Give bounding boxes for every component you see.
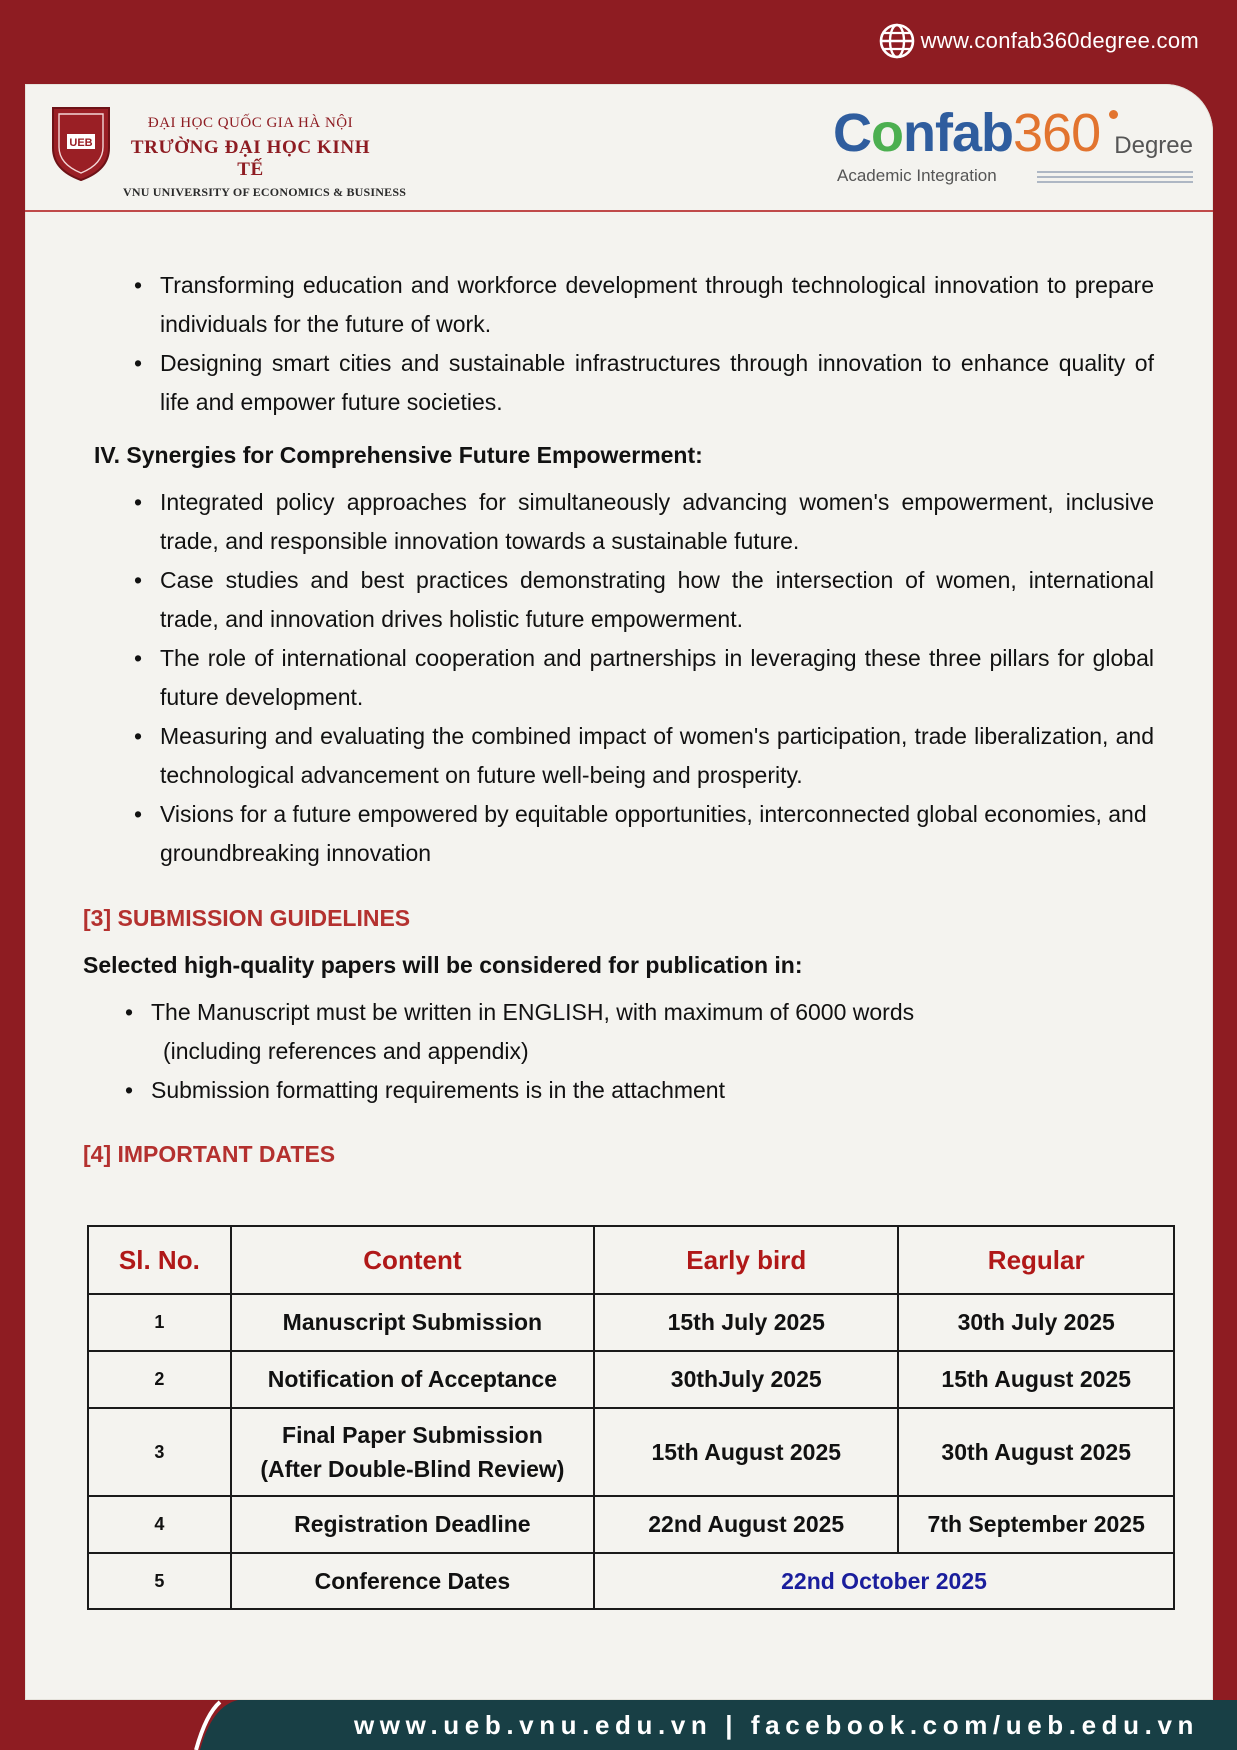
row-number: 3 xyxy=(88,1408,231,1496)
row-early-bird: 22nd August 2025 xyxy=(594,1496,898,1553)
table-row xyxy=(88,1294,1174,1351)
section-heading-iv: IV. Synergies for Comprehensive Future Empowerment: xyxy=(94,442,703,468)
ueb-line-3: VNU UNIVERSITY OF ECONOMICS & BUSINESS xyxy=(123,185,407,199)
guidelines-list xyxy=(125,993,1051,1110)
row-regular: 30th July 2025 xyxy=(898,1294,1174,1351)
col-header-no: Sl. No. xyxy=(88,1226,231,1294)
list-item: • Visions for a future empowered by equitable opportunities, interconnected global economies, and groundbreaking innovation xyxy=(134,801,1147,866)
list-item: • Integrated policy approaches for simultaneously advancing women's empowerment, inclusive trade, and responsible innovation towards a sustainable future. xyxy=(134,489,1154,554)
table-row xyxy=(88,1408,1174,1496)
list-item: • Transforming education and workforce development through technological innovation to prepare individuals for the future of work. xyxy=(134,272,1154,337)
footer-links[interactable]: www.ueb.vnu.edu.vn | facebook.com/ueb.edu.vn xyxy=(353,1710,1199,1740)
list-item: • Case studies and best practices demonstrating how the intersection of women, international trade, and innovation drives holistic future empowerment. xyxy=(134,567,1154,632)
row-content: Notification of Acceptance xyxy=(231,1351,594,1408)
website-url[interactable]: www.confab360degree.com xyxy=(920,28,1199,53)
publication-note: Selected high-quality papers will be considered for publication in: xyxy=(83,952,803,978)
list-item: • The Manuscript must be written in ENGLISH, with maximum of 6000 words (including references and appendix) xyxy=(125,999,915,1064)
conference-date: 22nd October 2025 xyxy=(594,1553,1174,1609)
table-header-row xyxy=(88,1226,1174,1294)
ueb-line-1: ĐẠI HỌC QUỐC GIA HÀ NỘI xyxy=(147,115,354,131)
ueb-line-2: TRƯỜNG ĐẠI HỌC KINH TẾ xyxy=(130,137,371,180)
important-dates-table xyxy=(87,1225,1175,1610)
row-number: 2 xyxy=(88,1351,231,1408)
ueb-shield-icon xyxy=(49,104,113,182)
list-item: • Designing smart cities and sustainable infrastructures through innovation to enhance quality of life and empower future societies. xyxy=(134,350,1154,415)
important-dates-heading: [4] IMPORTANT DATES xyxy=(83,1141,336,1167)
logo-dot xyxy=(1109,110,1118,119)
row-content: Final Paper Submission (After Double-Blind Review) xyxy=(231,1408,594,1496)
col-header-content: Content xyxy=(231,1226,594,1294)
list-item: • The role of international cooperation and partnerships in leveraging these three pillars for global future development. xyxy=(134,645,1154,710)
col-header-early-bird: Early bird xyxy=(594,1226,898,1294)
row-early-bird: 30thJuly 2025 xyxy=(594,1351,898,1408)
table-row xyxy=(88,1553,1174,1609)
topics-list-iv xyxy=(134,483,1154,873)
submission-guidelines-heading: [3] SUBMISSION GUIDELINES xyxy=(83,905,411,931)
row-content: Manuscript Submission xyxy=(231,1294,594,1351)
ueb-shield-text: UEB xyxy=(69,137,93,149)
row-regular: 15th August 2025 xyxy=(898,1351,1174,1408)
row-regular: 30th August 2025 xyxy=(898,1408,1174,1496)
row-number: 4 xyxy=(88,1496,231,1553)
row-number: 5 xyxy=(88,1553,231,1609)
topics-list-iii xyxy=(134,266,1154,422)
row-early-bird: 15th August 2025 xyxy=(594,1408,898,1496)
document-header xyxy=(25,84,1213,212)
website-link[interactable] xyxy=(879,24,1199,58)
table-row xyxy=(88,1496,1174,1553)
list-item: • Submission formatting requirements is in the attachment xyxy=(125,1077,725,1103)
footer-curve-decoration xyxy=(0,1700,238,1750)
globe-icon xyxy=(879,23,915,59)
table-row xyxy=(88,1351,1174,1408)
row-early-bird: 15th July 2025 xyxy=(594,1294,898,1351)
row-content: Conference Dates xyxy=(231,1553,594,1609)
row-regular: 7th September 2025 xyxy=(898,1496,1174,1553)
logo-lines xyxy=(1037,171,1193,186)
logo-tagline: Academic Integration xyxy=(837,166,997,185)
row-number: 1 xyxy=(88,1294,231,1351)
col-header-regular: Regular xyxy=(898,1226,1174,1294)
list-item: • Measuring and evaluating the combined impact of women's participation, trade liberalization, and technological advancement on future well-being and prosperity. xyxy=(134,723,1154,788)
ueb-logo xyxy=(49,104,406,200)
row-content: Registration Deadline xyxy=(231,1496,594,1553)
logo-degree: Degree xyxy=(1114,132,1193,159)
confab360-logo: Confab360 Degree Academic Integration xyxy=(833,103,1193,185)
